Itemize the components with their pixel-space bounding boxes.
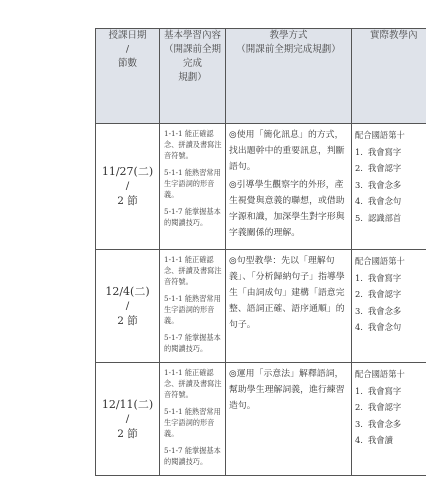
list-item: 4. 我會念句 — [355, 322, 402, 332]
list-item: 1. 我會寫字 — [355, 146, 402, 157]
list-item: 3. 我會念多 — [355, 418, 402, 429]
list-item: 4. 我會念句 — [355, 196, 402, 206]
actual-cell: 配合國語第十 1. 我會寫字 2. 我會認字 3. 我會念多 4. 我會讀 — [352, 363, 426, 476]
content-cell: 1-1-1 能正確認念、拼讀及書寫注音符號。 5-1-1 能熟習常用生字語詞的形音義。 5-1-7 能掌握基本的閱讀技巧。 — [160, 124, 226, 250]
date-cell: 12/11(二) / 2 節 — [96, 363, 160, 476]
header-row — [96, 29, 426, 124]
list-item: 3. 我會念多 — [355, 179, 402, 190]
header-actual: 實際教學內 — [352, 29, 426, 124]
list-item: 1. 我會寫字 — [355, 272, 402, 283]
method-cell: ◎運用「示意法」解釋語詞，幫助學生理解詞義，進行練習造句。 — [226, 363, 352, 476]
list-item: 3. 我會念多 — [355, 305, 402, 316]
list-item: 5. 認識部首 — [355, 212, 402, 223]
list-item: 2. 我會認字 — [355, 289, 402, 299]
date-cell: 11/27(二) / 2 節 — [96, 124, 160, 250]
lesson-plan-table — [95, 28, 426, 476]
header-method: 教學方式 （開課前全期完成規劃） — [226, 29, 352, 124]
actual-cell: 配合國語第十 1. 我會寫字 2. 我會認字 3. 我會念多 4. 我會念句 5. 認識部首 — [352, 124, 426, 250]
table-row — [96, 250, 426, 363]
method-cell: ◎使用「簡化訊息」的方式，找出題幹中的重要訊息，判斷語句。 ◎引導學生觀察字的外形，產生視覺與意義的聯想，或借助字源和識，加深學生對字形與字義關係的理解。 — [226, 124, 352, 250]
table-row — [96, 363, 426, 476]
actual-cell: 配合國語第十 1. 我會寫字 2. 我會認字 3. 我會念多 4. 我會念句 — [352, 250, 426, 363]
list-item: 4. 我會讀 — [355, 435, 393, 445]
method-cell: ◎句型教學：先以「理解句義」、「分析歸納句子」指導學生「由詞成句」建構「語意完整、語詞正確、語序通順」的句子。 — [226, 250, 352, 363]
table-row — [96, 124, 426, 250]
list-item: 2. 我會認字 — [355, 402, 402, 412]
content-cell: 1-1-1 能正確認念、拼讀及書寫注音符號。 5-1-1 能熟習常用生字語詞的形音義。 5-1-7 能掌握基本的閱讀技巧。 — [160, 363, 226, 476]
list-item: 1. 我會寫字 — [355, 385, 402, 396]
header-content: 基本學習內容 （開課前全期完成 規劃） — [160, 29, 226, 124]
list-item: 2. 我會認字 — [355, 163, 402, 173]
header-date: 授課日期 / 節數 — [96, 29, 160, 124]
content-cell: 1-1-1 能正確認念、拼讀及書寫注音符號。 5-1-1 能熟習常用生字語詞的形音義。 5-1-7 能掌握基本的閱讀技巧。 — [160, 250, 226, 363]
date-cell: 12/4(二) / 2 節 — [96, 250, 160, 363]
